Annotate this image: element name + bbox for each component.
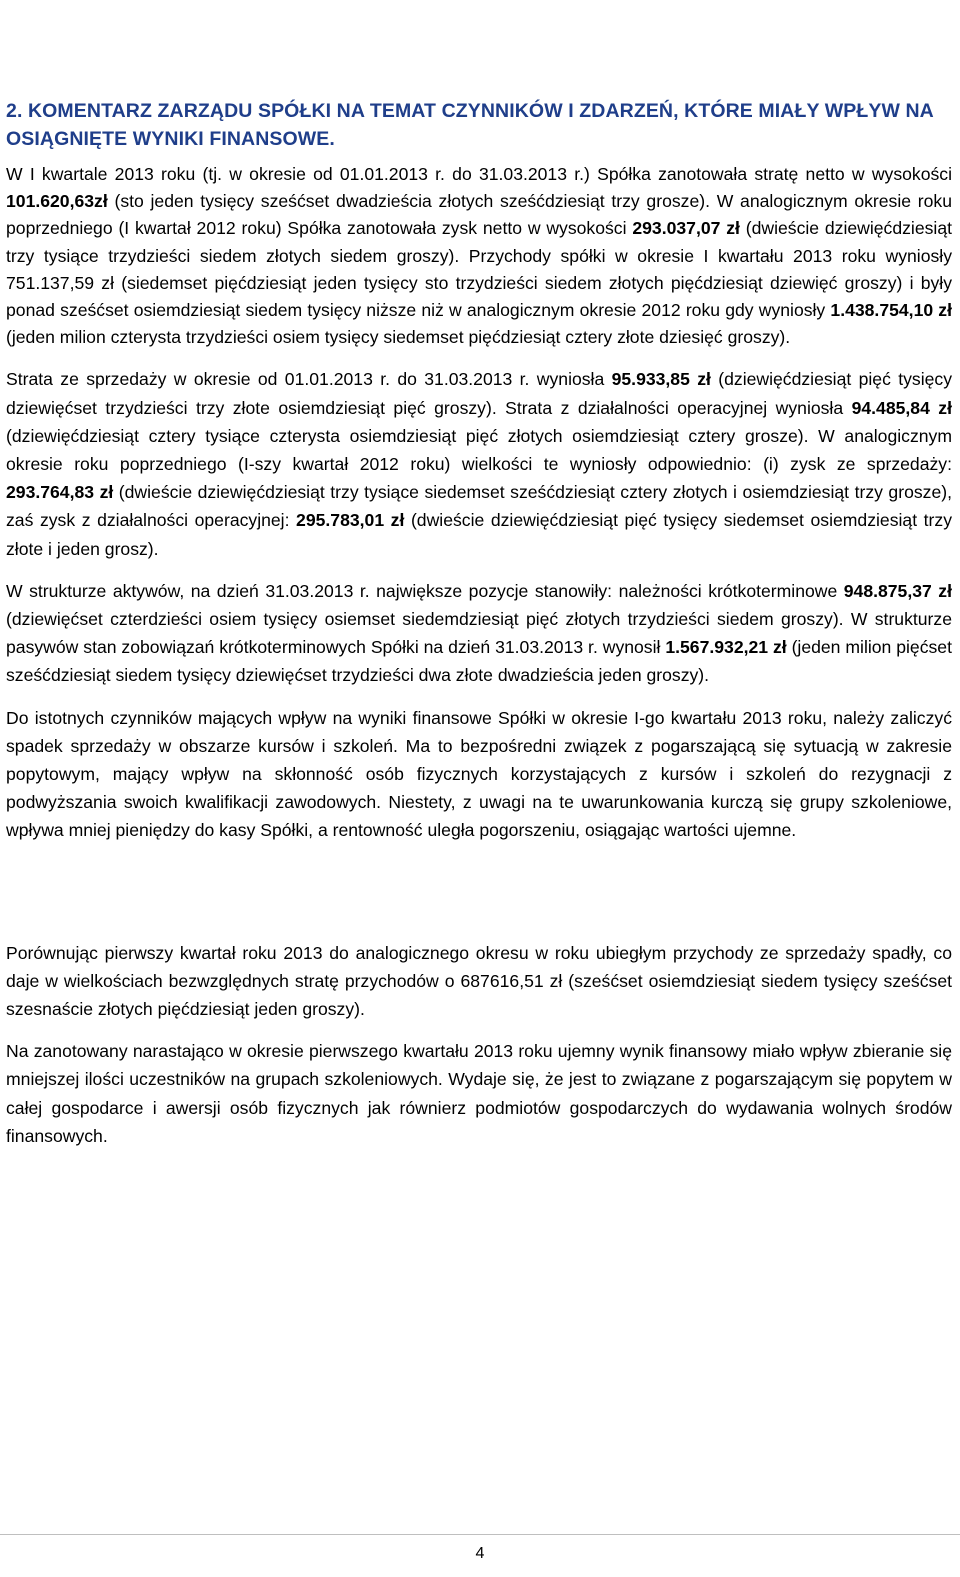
amount-operating-profit-2012: 295.783,01 zł <box>296 510 405 531</box>
section-heading: 2. KOMENTARZ ZARZĄDU SPÓŁKI NA TEMAT CZYNNIKÓW I ZDARZEŃ, KTÓRE MIAŁY WPŁYW NA OSIĄGNIĘTE WYNIKI FINANSOWE. <box>6 100 934 150</box>
amount-operating-loss: 94.485,84 zł <box>851 397 952 418</box>
text: (dwieście dziewięćdziesiąt trzy tysiące trzydzieści siedem złotych siedem groszy). Przychody spółki w okresie I kwartału 2013 roku wyniosły 751.137,59 zł (siedemset pięćdziesiąt jeden tysięcy sto trzydzieści siedem złotych pięćdziesiąt dziewięć groszy) i były ponad sześćset osiemdziesiąt siedem tysięcy niższe niż w analogicznym okresie 2012 roku gdy wyniosły <box>6 218 952 321</box>
paragraph-negative-result: Na zanotowany narastająco w okresie pierwszego kwartału 2013 roku ujemny wynik finansowy miało wpływ zbieranie się mniejszej ilości uczestników na grupach szkoleniowych. Wydaje się, że jest to związane z pogarszającym się popytem w całej gospodarce i awersji osób fizycznych jak równierz podmiotów gospodarczych do wydawania wolnych środów finansowych. <box>6 1041 952 1146</box>
paragraph-balance-structure <box>6 577 952 690</box>
text: (dziewięćdziesiąt cztery tysiące czterysta osiemdziesiąt pięć złotych osiemdziesiąt cztery grosze). W analogicznym okresie roku poprzedniego (I-szy kwartał 2012 roku) wielkości te wyniosły odpowiednio: (i) zysk ze sprzedaży: <box>6 425 952 475</box>
text: (jeden milion czterysta trzydzieści osiem tysięcy siedemset pięćdziesiąt cztery złote dziesięć groszy). <box>6 327 791 348</box>
text: (jeden milion pięćset sześćdziesiąt siedem tysięcy dziewięćset trzydzieści dwa złote dwadzieścia jeden groszy). <box>6 637 952 686</box>
amount-sales-loss: 95.933,85 zł <box>611 369 711 390</box>
amount-receivables: 948.875,37 zł <box>843 580 952 601</box>
text: (dwieście dziewięćdziesiąt trzy tysiące siedemset sześćdziesiąt cztery złotych i osiemdziesiąt trzy grosze), zaś zysk z działalności operacyjnej: <box>6 482 952 531</box>
amount-net-profit-2012: 293.037,07 zł <box>632 218 740 239</box>
text: W I kwartale 2013 roku (tj. w okresie od 01.01.2013 r. do 31.03.2013 r.) Spółka zanotowała stratę netto w wysokości <box>6 164 952 184</box>
text: (dziewięćset czterdzieści osiem tysięcy osiemset siedemdziesiąt pięć złotych trzydzieści siedem groszy). W strukturze pasywów stan zobowiązań krótkoterminowych Spółki na dzień 31.03.2013 r. wynosił <box>6 609 952 658</box>
text: (sto jeden tysięcy sześćset dwadzieścia złotych sześćdziesiąt trzy grosze). W analogicznym okresie roku poprzedniego (I kwartał 2012 roku) Spółka zanotowała zysk netto w wysokości <box>6 191 952 239</box>
text: W strukturze aktywów, na dzień 31.03.2013 r. największe pozycje stanowiły: należności krótkoterminowe <box>6 580 844 601</box>
paragraph-sales-loss <box>6 365 952 562</box>
document-body <box>6 97 952 1164</box>
amount-sales-profit-2012: 293.764,83 zł <box>6 482 114 503</box>
footer-divider <box>0 1534 960 1535</box>
amount-net-loss: 101.620,63zł <box>6 191 108 212</box>
page-number: 4 <box>475 1545 485 1562</box>
text: (dziewięćdziesiąt pięć tysięcy dziewięćset trzydzieści trzy złote osiemdziesiąt pięć groszy). Strata z działalności operacyjnej wyniosła <box>6 369 953 418</box>
amount-liabilities: 1.567.932,21 zł <box>665 637 787 658</box>
text: Strata ze sprzedaży w okresie od 01.01.2013 r. do 31.03.2013 r. wyniosła <box>6 369 612 390</box>
paragraph-revenue-comparison: Porównując pierwszy kwartał roku 2013 do analogicznego okresu w roku ubiegłym przychody ze sprzedaży spadły, co daje w wielkościach bezwzględnych stratę przychodów o 687616,51 zł (sześćset osiemdziesiąt siedem tysięcy sześćset szesnaście złotych pięćdziesiąt jeden groszy). <box>6 942 952 1020</box>
amount-revenue-2012: 1.438.754,10 zł <box>830 300 952 321</box>
text: (dwieście dziewięćdziesiąt pięć tysięcy siedemset osiemdziesiąt trzy złote i jeden grosz). <box>6 510 952 559</box>
paragraph-key-factors: Do istotnych czynników mających wpływ na wyniki finansowe Spółki w okresie I-go kwartału 2013 roku, należy zaliczyć spadek sprzedaży w obszarze kursów i szkoleń. Ma to bezpośredni związek z pogarszającą się sytuacją w zakresie popytowym, mający wpływ na skłonność osób fizycznych korzystających z kursów i szkoleń do rezygnacji z podwyższania swoich kwalifikacji zawodowych. Niestety, z uwagi na te uwarunkowania kurczą się grupy szkoleniowe, wpływa mniej pieniędzy do kasy Spółki, a rentowność uległa pogorszeniu, osiągając wartości ujemne. <box>6 707 952 841</box>
paragraph-net-result <box>6 161 952 351</box>
